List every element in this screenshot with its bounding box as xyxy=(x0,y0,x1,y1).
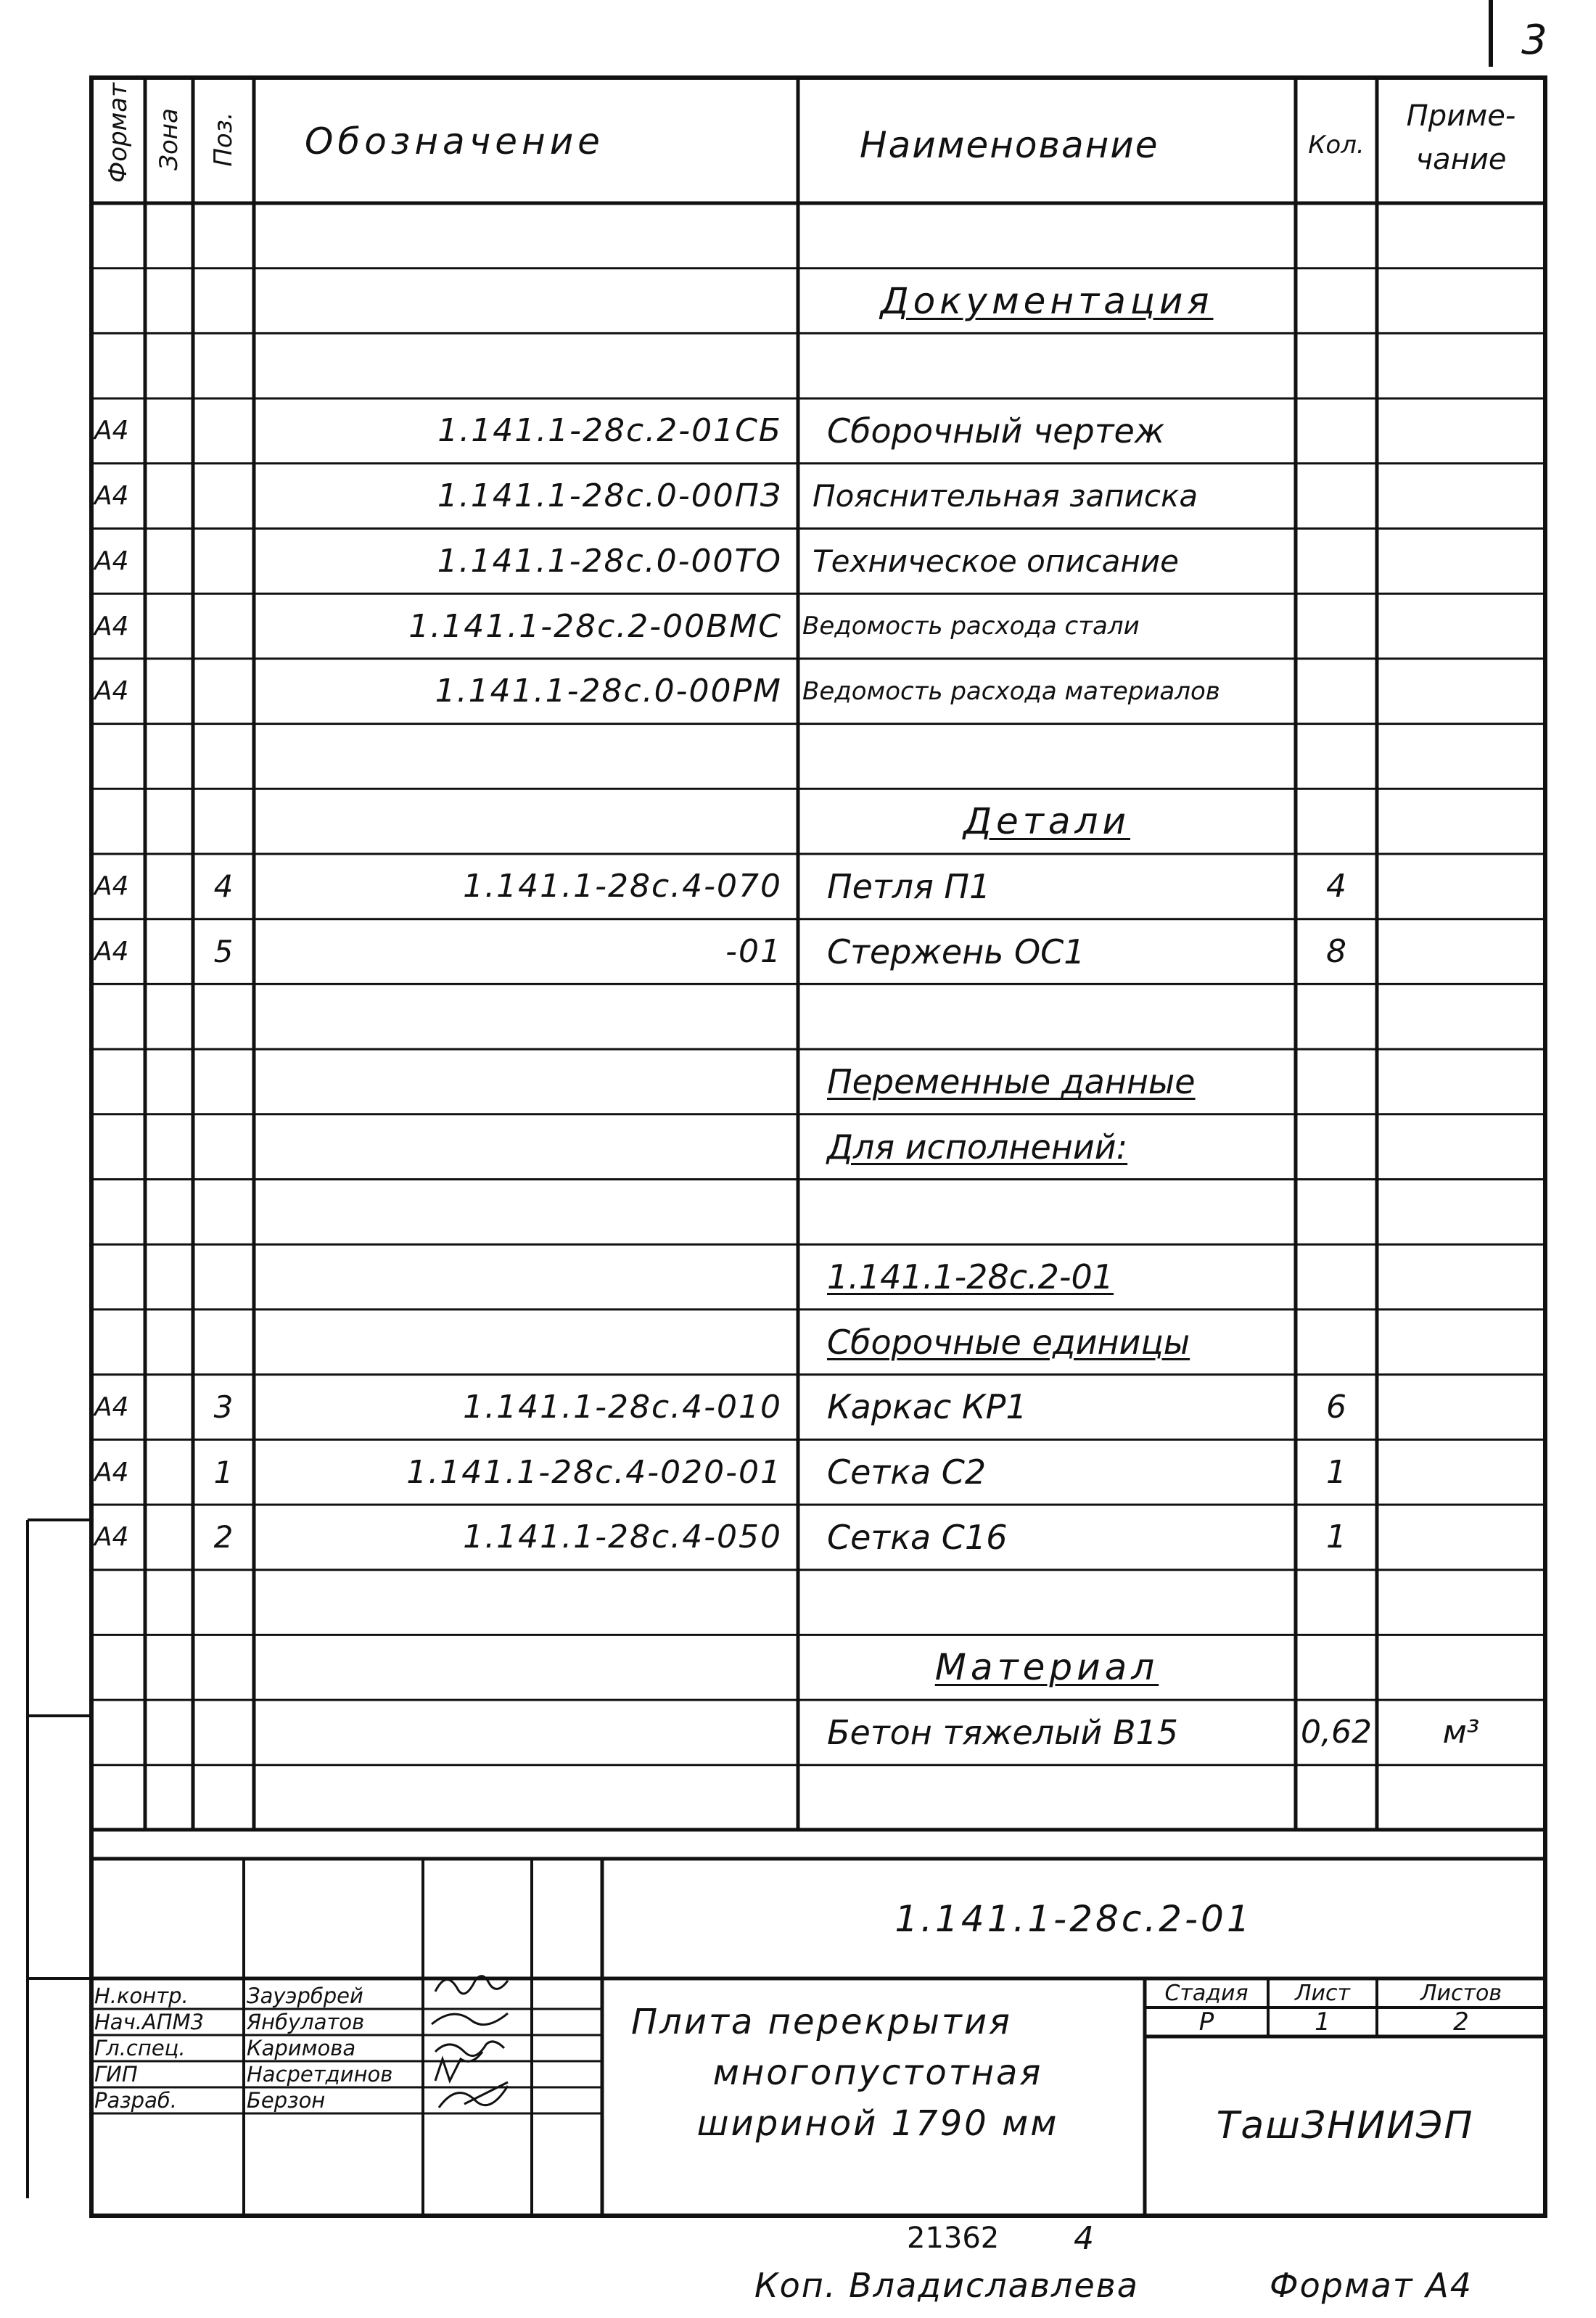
header-pos: Поз. xyxy=(209,112,238,167)
row-18-format: А4 xyxy=(94,1392,129,1422)
row-22-designation xyxy=(254,1636,798,1698)
row-10-pos: 4 xyxy=(213,868,234,905)
row-7-note xyxy=(1377,660,1545,723)
row-7-pos xyxy=(193,660,254,723)
row-20-format: А4 xyxy=(94,1522,129,1553)
row-19-qty: 1 xyxy=(1326,1453,1346,1491)
row-21-name xyxy=(798,1571,1296,1634)
row-4-format: А4 xyxy=(94,481,129,511)
row-3-name: Сборочный чертеж xyxy=(827,411,1165,451)
sheets-value: 2 xyxy=(1453,2007,1469,2037)
row-2-designation xyxy=(254,334,798,397)
row-11-designation: -01 xyxy=(725,933,782,971)
role-label-2: Гл.спец. xyxy=(94,2036,186,2060)
doc-code: 1.141.1-28с.2-01 xyxy=(894,1898,1253,1940)
row-19-name: Сетка С2 xyxy=(827,1452,987,1492)
row-6-qty xyxy=(1296,595,1377,657)
row-15-designation xyxy=(254,1181,798,1244)
row-16-designation xyxy=(254,1246,798,1308)
row-23-note: м³ xyxy=(1442,1714,1480,1751)
row-20-qty: 1 xyxy=(1326,1518,1346,1556)
row-5-qty xyxy=(1296,530,1377,593)
row-15-format xyxy=(91,1181,145,1244)
role-name-2: Каримова xyxy=(247,2036,356,2060)
header-name: Наименование xyxy=(860,124,1159,166)
row-17-name: Сборочные единицы xyxy=(827,1322,1190,1362)
row-8-designation xyxy=(254,726,798,788)
row-11-qty: 8 xyxy=(1326,933,1346,971)
row-11-pos: 5 xyxy=(213,934,234,970)
row-14-note xyxy=(1377,1116,1545,1178)
row-22-pos xyxy=(193,1636,254,1698)
inventory-suffix: 4 xyxy=(1074,2219,1094,2257)
row-18-pos: 3 xyxy=(213,1389,234,1425)
row-17-format xyxy=(91,1311,145,1373)
sheets-label: Листов xyxy=(1420,1980,1502,2006)
row-21-format xyxy=(91,1571,145,1634)
role-label-3: ГИП xyxy=(94,2062,138,2087)
row-16-note xyxy=(1377,1246,1545,1308)
row-3-designation: 1.141.1-28с.2-01СБ xyxy=(437,412,782,450)
format-label: Формат А4 xyxy=(1270,2266,1473,2305)
row-11-name: Стержень ОС1 xyxy=(827,932,1085,971)
row-7-qty xyxy=(1296,660,1377,723)
row-15-qty xyxy=(1296,1181,1377,1244)
row-13-qty xyxy=(1296,1051,1377,1113)
row-20-designation: 1.141.1-28с.4-050 xyxy=(463,1518,782,1556)
row-8-pos xyxy=(193,726,254,788)
row-3-note xyxy=(1377,400,1545,462)
row-5-designation: 1.141.1-28с.0-00ТО xyxy=(437,542,782,580)
role-name-1: Янбулатов xyxy=(247,2010,365,2034)
row-13-name: Переменные данные xyxy=(827,1061,1196,1101)
row-2-pos xyxy=(193,334,254,397)
row-13-pos xyxy=(193,1051,254,1113)
role-label-0: Н.контр. xyxy=(94,1984,189,2008)
row-24-qty xyxy=(1296,1767,1377,1829)
row-2-name xyxy=(798,334,1296,397)
role-label-4: Разраб. xyxy=(94,2088,177,2113)
row-20-note xyxy=(1377,1506,1545,1569)
row-23-qty: 0,62 xyxy=(1301,1714,1372,1751)
row-17-designation xyxy=(254,1311,798,1373)
row-22-name: Материал xyxy=(934,1646,1159,1689)
row-21-qty xyxy=(1296,1571,1377,1634)
row-24-pos xyxy=(193,1767,254,1829)
row-7-format: А4 xyxy=(94,676,129,707)
title-line-1: Плита перекрытия xyxy=(631,2002,1012,2042)
row-20-pos: 2 xyxy=(213,1519,234,1555)
row-21-designation xyxy=(254,1571,798,1634)
row-14-qty xyxy=(1296,1116,1377,1178)
row-8-qty xyxy=(1296,726,1377,788)
row-24-name xyxy=(798,1767,1296,1829)
row-10-name: Петля П1 xyxy=(827,866,991,906)
role-name-0: Зауэрбрей xyxy=(247,1984,363,2008)
row-10-note xyxy=(1377,855,1545,918)
row-4-note xyxy=(1377,465,1545,527)
row-12-qty xyxy=(1296,985,1377,1048)
row-3-qty xyxy=(1296,400,1377,462)
role-name-3: Насретдинов xyxy=(247,2062,393,2087)
row-9-format xyxy=(91,790,145,852)
row-18-designation: 1.141.1-28с.4-010 xyxy=(463,1388,782,1426)
row-13-designation xyxy=(254,1051,798,1113)
row-4-designation: 1.141.1-28с.0-00ПЗ xyxy=(437,477,782,515)
row-6-designation: 1.141.1-28с.2-00ВМС xyxy=(408,607,782,645)
row-6-note xyxy=(1377,595,1545,657)
row-6-name: Ведомость расхода стали xyxy=(802,612,1140,641)
row-21-note xyxy=(1377,1571,1545,1634)
row-5-note xyxy=(1377,530,1545,593)
row-1-format xyxy=(91,270,145,332)
role-name-4: Берзон xyxy=(247,2088,326,2113)
row-23-format xyxy=(91,1701,145,1764)
row-15-name xyxy=(798,1181,1296,1244)
row-12-note xyxy=(1377,985,1545,1048)
stage-label: Стадия xyxy=(1164,1980,1249,2006)
row-13-format xyxy=(91,1051,145,1113)
row-10-qty: 4 xyxy=(1326,868,1346,905)
row-24-format xyxy=(91,1767,145,1829)
copied-by: Коп. Владиславлева xyxy=(754,2266,1139,2305)
row-1-qty xyxy=(1296,270,1377,332)
row-22-format xyxy=(91,1636,145,1698)
row-23-designation xyxy=(254,1701,798,1764)
row-23-pos xyxy=(193,1701,254,1764)
row-17-pos xyxy=(193,1311,254,1373)
title-line-2: многопустотная xyxy=(712,2052,1043,2093)
header-qty: Кол. xyxy=(1308,131,1365,160)
row-18-name: Каркас КР1 xyxy=(827,1387,1027,1427)
row-9-name: Детали xyxy=(963,800,1131,843)
row-4-qty xyxy=(1296,465,1377,527)
row-3-pos xyxy=(193,400,254,462)
header-format: Формат xyxy=(104,83,133,183)
row-10-format: А4 xyxy=(94,871,129,902)
page-number: 3 xyxy=(1521,16,1547,64)
row-5-name: Техническое описание xyxy=(813,543,1179,579)
row-12-designation xyxy=(254,985,798,1048)
row-10-designation: 1.141.1-28с.4-070 xyxy=(463,868,782,905)
row-24-note xyxy=(1377,1767,1545,1829)
row-17-qty xyxy=(1296,1311,1377,1373)
row-3-format: А4 xyxy=(94,416,129,446)
row-8-note xyxy=(1377,726,1545,788)
header-note-1: Приме- xyxy=(1406,99,1516,133)
row-18-qty: 6 xyxy=(1326,1388,1346,1426)
row-2-qty xyxy=(1296,334,1377,397)
row-1-designation xyxy=(254,270,798,332)
row-9-designation xyxy=(254,790,798,852)
row-16-pos xyxy=(193,1246,254,1308)
inventory-number: 21362 xyxy=(907,2222,1000,2255)
row-16-qty xyxy=(1296,1246,1377,1308)
row-24-designation xyxy=(254,1767,798,1829)
role-label-1: Нач.АПМ3 xyxy=(94,2010,205,2034)
row-5-pos xyxy=(193,530,254,593)
row-0-pos xyxy=(193,205,254,267)
row-1-note xyxy=(1377,270,1545,332)
row-6-format: А4 xyxy=(94,611,129,641)
header-zone: Зона xyxy=(155,108,184,170)
row-1-pos xyxy=(193,270,254,332)
row-15-note xyxy=(1377,1181,1545,1244)
row-2-note xyxy=(1377,334,1545,397)
row-18-note xyxy=(1377,1376,1545,1439)
row-4-name: Пояснительная записка xyxy=(813,478,1198,514)
row-22-note xyxy=(1377,1636,1545,1698)
title-line-3: шириной 1790 мм xyxy=(696,2103,1059,2144)
row-7-name: Ведомость расхода материалов xyxy=(802,676,1220,706)
row-15-pos xyxy=(193,1181,254,1244)
row-19-format: А4 xyxy=(94,1457,129,1487)
row-11-note xyxy=(1377,921,1545,983)
row-14-format xyxy=(91,1116,145,1178)
row-8-format xyxy=(91,726,145,788)
header-note-2: чание xyxy=(1415,143,1507,176)
row-19-designation: 1.141.1-28с.4-020-01 xyxy=(406,1453,782,1491)
row-23-name: Бетон тяжелый В15 xyxy=(827,1712,1179,1752)
row-4-pos xyxy=(193,465,254,527)
row-19-note xyxy=(1377,1441,1545,1503)
row-8-name xyxy=(798,726,1296,788)
row-9-qty xyxy=(1296,790,1377,852)
row-1-name: Документация xyxy=(880,279,1214,322)
row-14-pos xyxy=(193,1116,254,1178)
row-0-name xyxy=(798,205,1296,267)
row-13-note xyxy=(1377,1051,1545,1113)
row-5-format: А4 xyxy=(94,546,129,576)
row-20-name: Сетка С16 xyxy=(827,1517,1008,1557)
row-11-format: А4 xyxy=(94,937,129,967)
row-0-format xyxy=(91,205,145,267)
stage-value: Р xyxy=(1198,2007,1214,2037)
sheet-value: 1 xyxy=(1315,2007,1330,2037)
row-12-pos xyxy=(193,985,254,1048)
row-0-note xyxy=(1377,205,1545,267)
row-16-name: 1.141.1-28с.2-01 xyxy=(827,1257,1114,1297)
row-2-format xyxy=(91,334,145,397)
row-19-pos: 1 xyxy=(213,1454,234,1490)
row-14-designation xyxy=(254,1116,798,1178)
row-9-pos xyxy=(193,790,254,852)
row-21-pos xyxy=(193,1571,254,1634)
header-designation: Обозначение xyxy=(305,120,604,163)
row-14-name: Для исполнений: xyxy=(827,1127,1128,1167)
row-12-name xyxy=(798,985,1296,1048)
row-12-format xyxy=(91,985,145,1048)
row-0-qty xyxy=(1296,205,1377,267)
row-9-note xyxy=(1377,790,1545,852)
row-22-qty xyxy=(1296,1636,1377,1698)
row-6-pos xyxy=(193,595,254,657)
row-0-designation xyxy=(254,205,798,267)
sheet-label: Лист xyxy=(1294,1980,1351,2006)
row-17-note xyxy=(1377,1311,1545,1373)
organization: ТашЗНИИЭП xyxy=(1216,2104,1474,2148)
row-16-format xyxy=(91,1246,145,1308)
row-7-designation: 1.141.1-28с.0-00РМ xyxy=(435,673,782,710)
